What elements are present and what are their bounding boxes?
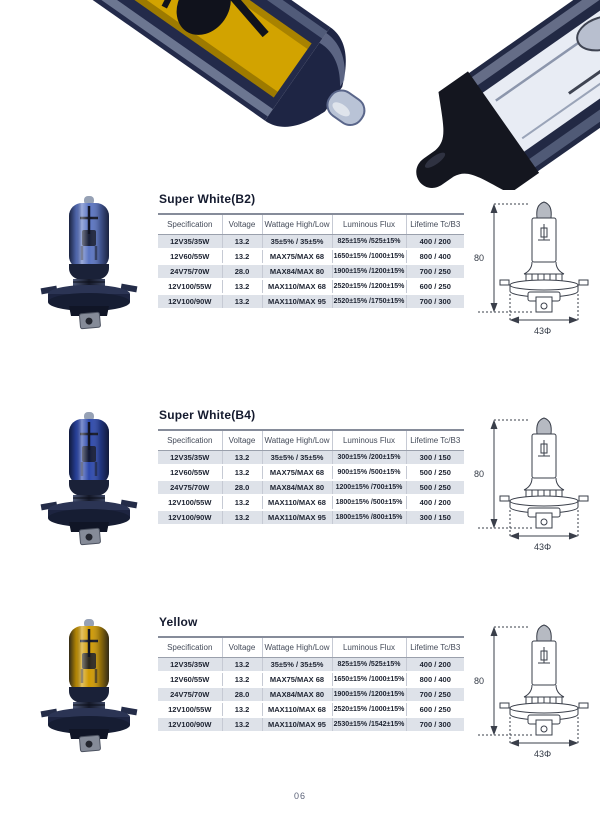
- product-bulb-photo: [28, 617, 150, 755]
- table-cell: 825±15% /525±15%: [332, 657, 406, 672]
- table-cell: 24V75/70W: [158, 687, 222, 702]
- table-cell: 13.2: [222, 234, 262, 249]
- product-section-super-white-b4: [0, 406, 600, 620]
- table-cell: 13.2: [222, 717, 262, 732]
- page-number: 06: [293, 791, 306, 801]
- table-cell: 12V100/55W: [158, 495, 222, 510]
- table-cell: 400 / 200: [406, 657, 464, 672]
- spec-table: [158, 213, 464, 310]
- column-header: Specification: [158, 637, 222, 657]
- dimension-diagram: [466, 406, 596, 556]
- table-cell: MAX110/MAX 95: [262, 510, 332, 525]
- column-header: Specification: [158, 214, 222, 234]
- table-cell: 2530±15% /1542±15%: [332, 717, 406, 732]
- table-cell: 1800±15% /800±15%: [332, 510, 406, 525]
- table-cell: 700 / 250: [406, 687, 464, 702]
- section-title: Super White(B4): [159, 408, 256, 422]
- table-row: [158, 717, 464, 732]
- table-cell: MAX84/MAX 80: [262, 264, 332, 279]
- table-cell: 1900±15% /1200±15%: [332, 264, 406, 279]
- table-row: [158, 465, 464, 480]
- table-cell: MAX110/MAX 68: [262, 702, 332, 717]
- drawn-flange: [510, 496, 578, 506]
- drawn-terminal: [536, 720, 552, 735]
- table-row: [158, 249, 464, 264]
- drawn-tip: [537, 625, 551, 641]
- table-cell: 2520±15% /1000±15%: [332, 702, 406, 717]
- column-header: Wattage High/Low: [262, 214, 332, 234]
- table-row: [158, 234, 464, 249]
- table-cell: 12V60/55W: [158, 465, 222, 480]
- table-header-row: [158, 637, 464, 657]
- table-cell: 35±5% / 35±5%: [262, 450, 332, 465]
- table-cell: 1650±15% /1000±15%: [332, 672, 406, 687]
- column-header: Luminous Flux: [332, 214, 406, 234]
- terminal: [79, 528, 100, 545]
- product-section-super-white-b2: [0, 190, 600, 404]
- table-body: [158, 657, 464, 732]
- table-cell: 28.0: [222, 687, 262, 702]
- table-cell: MAX75/MAX 68: [262, 465, 332, 480]
- table-cell: 1650±15% /1000±15%: [332, 249, 406, 264]
- table-cell: 12V100/55W: [158, 279, 222, 294]
- table-cell: 700 / 300: [406, 294, 464, 309]
- section-title: Yellow: [159, 615, 198, 629]
- table-cell: 1200±15% /700±15%: [332, 480, 406, 495]
- table-row: [158, 495, 464, 510]
- table-body: [158, 234, 464, 309]
- table-cell: 13.2: [222, 249, 262, 264]
- table-row: [158, 510, 464, 525]
- table-cell: 500 / 250: [406, 465, 464, 480]
- diameter-dimension-label: 43Φ: [534, 749, 552, 759]
- table-cell: 400 / 200: [406, 234, 464, 249]
- drawn-flange: [510, 703, 578, 713]
- table-cell: 12V35/35W: [158, 657, 222, 672]
- table-cell: 700 / 250: [406, 264, 464, 279]
- table-cell: 825±15% /525±15%: [332, 234, 406, 249]
- column-header: Voltage: [222, 430, 262, 450]
- table-cell: 300 / 150: [406, 510, 464, 525]
- table-row: [158, 687, 464, 702]
- height-dimension-label: 80: [474, 469, 485, 479]
- spec-table-block: [158, 192, 464, 310]
- table-cell: 12V100/90W: [158, 510, 222, 525]
- clear-bulb-tip-photo: [384, 0, 600, 190]
- drawn-tip: [537, 418, 551, 434]
- table-cell: 12V35/35W: [158, 450, 222, 465]
- table-cell: 1800±15% /500±15%: [332, 495, 406, 510]
- table-row: [158, 657, 464, 672]
- table-row: [158, 294, 464, 309]
- table-cell: 400 / 200: [406, 495, 464, 510]
- table-cell: 28.0: [222, 480, 262, 495]
- table-cell: MAX75/MAX 68: [262, 249, 332, 264]
- diameter-dimension-label: 43Φ: [534, 542, 552, 552]
- table-cell: 300±15% /200±15%: [332, 450, 406, 465]
- terminal: [79, 735, 100, 752]
- table-cell: 12V35/35W: [158, 234, 222, 249]
- drawn-terminal: [536, 513, 552, 528]
- table-header-row: [158, 214, 464, 234]
- table-cell: 13.2: [222, 510, 262, 525]
- table-cell: 13.2: [222, 465, 262, 480]
- drawn-tip: [537, 202, 551, 218]
- product-bulb-photo: [28, 410, 150, 548]
- table-cell: 2520±15% /1200±15%: [332, 279, 406, 294]
- height-dimension-label: 80: [474, 253, 485, 263]
- column-header: Voltage: [222, 214, 262, 234]
- table-cell: 13.2: [222, 657, 262, 672]
- product-bulb-photo: [28, 194, 150, 332]
- section-title: Super White(B2): [159, 192, 256, 206]
- table-cell: 800 / 400: [406, 249, 464, 264]
- table-cell: 500 / 250: [406, 480, 464, 495]
- drawn-flange: [510, 280, 578, 290]
- height-dimension-label: 80: [474, 676, 485, 686]
- table-cell: MAX110/MAX 95: [262, 717, 332, 732]
- table-cell: 12V100/55W: [158, 702, 222, 717]
- column-header: Lifetime Tc/B3: [406, 214, 464, 234]
- table-cell: MAX84/MAX 80: [262, 687, 332, 702]
- table-cell: MAX110/MAX 95: [262, 294, 332, 309]
- table-cell: 12V60/55W: [158, 249, 222, 264]
- column-header: Lifetime Tc/B3: [406, 637, 464, 657]
- column-header: Luminous Flux: [332, 430, 406, 450]
- diameter-dimension-label: 43Φ: [534, 326, 552, 336]
- yellow-bulb-tip-photo: [45, 0, 394, 165]
- bulb-shoulder: [69, 264, 109, 281]
- table-cell: 13.2: [222, 702, 262, 717]
- table-cell: 12V100/90W: [158, 294, 222, 309]
- table-cell: 600 / 250: [406, 702, 464, 717]
- column-header: Luminous Flux: [332, 637, 406, 657]
- table-cell: 600 / 250: [406, 279, 464, 294]
- table-row: [158, 480, 464, 495]
- bulb-shoulder: [69, 480, 109, 497]
- table-row: [158, 450, 464, 465]
- table-cell: MAX110/MAX 68: [262, 495, 332, 510]
- table-row: [158, 264, 464, 279]
- terminal: [79, 312, 100, 329]
- table-cell: 700 / 300: [406, 717, 464, 732]
- table-cell: 13.2: [222, 279, 262, 294]
- table-cell: MAX110/MAX 68: [262, 279, 332, 294]
- spec-table-block: [158, 408, 464, 526]
- bulb-shoulder: [69, 687, 109, 704]
- table-cell: 24V75/70W: [158, 264, 222, 279]
- table-cell: MAX84/MAX 80: [262, 480, 332, 495]
- table-cell: MAX75/MAX 68: [262, 672, 332, 687]
- spec-table: [158, 636, 464, 733]
- table-row: [158, 279, 464, 294]
- table-row: [158, 702, 464, 717]
- table-cell: 900±15% /500±15%: [332, 465, 406, 480]
- column-header: Voltage: [222, 637, 262, 657]
- table-cell: 35±5% / 35±5%: [262, 657, 332, 672]
- table-header-row: [158, 430, 464, 450]
- table-cell: 13.2: [222, 672, 262, 687]
- drawn-terminal: [536, 297, 552, 312]
- table-cell: 13.2: [222, 450, 262, 465]
- dimension-diagram: [466, 613, 596, 763]
- table-body: [158, 450, 464, 525]
- spec-table: [158, 429, 464, 526]
- column-header: Specification: [158, 430, 222, 450]
- column-header: Wattage High/Low: [262, 430, 332, 450]
- table-cell: 13.2: [222, 294, 262, 309]
- table-cell: 12V100/90W: [158, 717, 222, 732]
- table-cell: 800 / 400: [406, 672, 464, 687]
- table-cell: 2520±15% /1750±15%: [332, 294, 406, 309]
- hero-bulb-tips-photo: [0, 0, 600, 190]
- dimension-diagram: [466, 190, 596, 340]
- table-cell: 1900±15% /1200±15%: [332, 687, 406, 702]
- table-cell: 28.0: [222, 264, 262, 279]
- table-cell: 24V75/70W: [158, 480, 222, 495]
- table-cell: 13.2: [222, 495, 262, 510]
- column-header: Lifetime Tc/B3: [406, 430, 464, 450]
- table-cell: 12V60/55W: [158, 672, 222, 687]
- table-row: [158, 672, 464, 687]
- column-header: Wattage High/Low: [262, 637, 332, 657]
- table-cell: 35±5% / 35±5%: [262, 234, 332, 249]
- spec-table-block: [158, 615, 464, 733]
- table-cell: 300 / 150: [406, 450, 464, 465]
